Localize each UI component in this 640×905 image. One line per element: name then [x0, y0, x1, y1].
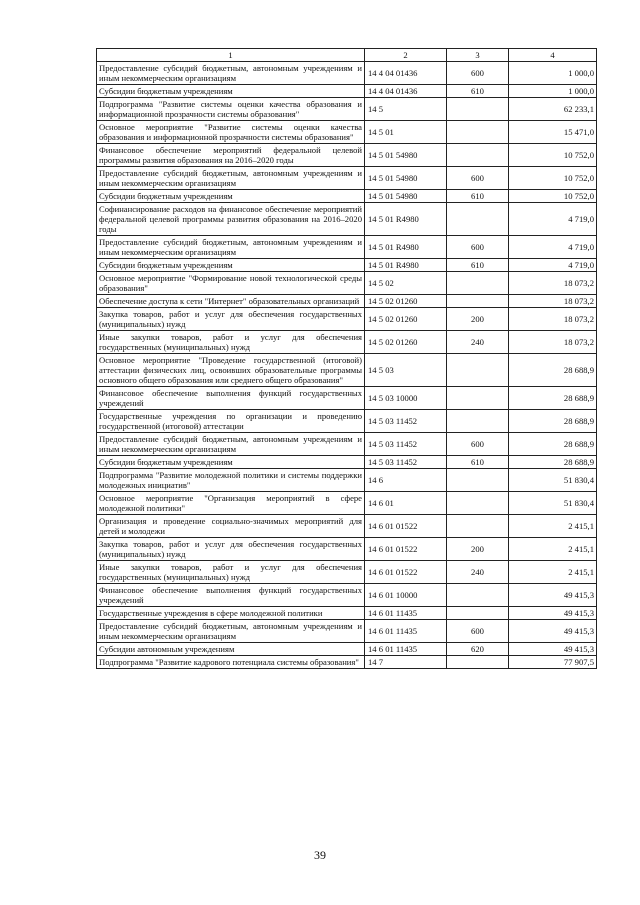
- row-sum-cell: 2 415,1: [509, 561, 597, 584]
- row-sum-cell: 62 233,1: [509, 98, 597, 121]
- row-sum-cell: 1 000,0: [509, 62, 597, 85]
- row-code-cell: 14 5 02 01260: [365, 308, 447, 331]
- row-name-cell: Основное мероприятие "Формирование новой технологической среды образования": [97, 272, 365, 295]
- row-expense-type-cell: [447, 607, 509, 620]
- table-row: [97, 433, 597, 456]
- table-row: [97, 620, 597, 643]
- row-name-cell: Субсидии бюджетным учреждениям: [97, 456, 365, 469]
- row-name-cell: Финансовое обеспечение мероприятий федеральной целевой программы развития образования на 2016–2020 годы: [97, 144, 365, 167]
- row-code-cell: 14 5 01 R4980: [365, 259, 447, 272]
- row-expense-type-cell: [447, 203, 509, 236]
- row-expense-type-cell: [447, 656, 509, 669]
- row-expense-type-cell: [447, 98, 509, 121]
- row-expense-type-cell: 610: [447, 190, 509, 203]
- row-name-cell: Обеспечение доступа к сети "Интернет" образовательных организаций: [97, 295, 365, 308]
- row-name-cell: Государственные учреждения по организации и проведению государственной (итоговой) аттестации: [97, 410, 365, 433]
- row-expense-type-cell: 600: [447, 236, 509, 259]
- row-code-cell: 14 6 01 11435: [365, 607, 447, 620]
- row-name-cell: Субсидии бюджетным учреждениям: [97, 190, 365, 203]
- row-name-cell: Иные закупки товаров, работ и услуг для обеспечения государственных (муниципальных) нужд: [97, 561, 365, 584]
- row-expense-type-cell: [447, 515, 509, 538]
- table-row: [97, 607, 597, 620]
- row-expense-type-cell: [447, 144, 509, 167]
- row-code-cell: 14 5 01 R4980: [365, 203, 447, 236]
- row-sum-cell: 28 688,9: [509, 354, 597, 387]
- table-row: [97, 584, 597, 607]
- table-row: [97, 515, 597, 538]
- header-cell-code: 2: [365, 49, 447, 62]
- row-expense-type-cell: 610: [447, 259, 509, 272]
- row-expense-type-cell: 240: [447, 331, 509, 354]
- page-number: 39: [314, 848, 326, 862]
- row-expense-type-cell: 600: [447, 433, 509, 456]
- row-code-cell: 14 6 01 01522: [365, 515, 447, 538]
- row-expense-type-cell: 200: [447, 308, 509, 331]
- row-expense-type-cell: 600: [447, 167, 509, 190]
- row-sum-cell: 77 907,5: [509, 656, 597, 669]
- row-expense-type-cell: 610: [447, 456, 509, 469]
- row-name-cell: Основное мероприятие "Организация мероприятий в сфере молодежной политики": [97, 492, 365, 515]
- row-sum-cell: 10 752,0: [509, 167, 597, 190]
- row-expense-type-cell: [447, 272, 509, 295]
- row-code-cell: 14 5 01 54980: [365, 144, 447, 167]
- header-cell-name: 1: [97, 49, 365, 62]
- table-row: [97, 203, 597, 236]
- row-sum-cell: 2 415,1: [509, 515, 597, 538]
- row-expense-type-cell: [447, 295, 509, 308]
- row-name-cell: Подпрограмма "Развитие молодежной политики и системы поддержки молодежных инициатив": [97, 469, 365, 492]
- table-header-row: [97, 49, 597, 62]
- row-sum-cell: 28 688,9: [509, 410, 597, 433]
- table-row: [97, 98, 597, 121]
- row-code-cell: 14 5 03 11452: [365, 456, 447, 469]
- row-sum-cell: 4 719,0: [509, 203, 597, 236]
- table-row: [97, 561, 597, 584]
- row-expense-type-cell: 610: [447, 85, 509, 98]
- row-code-cell: 14 6 01: [365, 492, 447, 515]
- row-name-cell: Предоставление субсидий бюджетным, автономным учреждениям и иным некоммерческим организациям: [97, 167, 365, 190]
- row-expense-type-cell: [447, 387, 509, 410]
- row-sum-cell: 4 719,0: [509, 259, 597, 272]
- row-name-cell: Субсидии бюджетным учреждениям: [97, 259, 365, 272]
- table-row: [97, 410, 597, 433]
- row-name-cell: Основное мероприятие "Проведение государственной (итоговой) аттестации физических лиц, освоивших образовательные программы основного общего образования или среднего общего образования": [97, 354, 365, 387]
- table-row: [97, 144, 597, 167]
- row-sum-cell: 51 830,4: [509, 469, 597, 492]
- row-code-cell: 14 5 03 11452: [365, 410, 447, 433]
- row-code-cell: 14 6: [365, 469, 447, 492]
- row-expense-type-cell: [447, 410, 509, 433]
- row-code-cell: 14 4 04 01436: [365, 62, 447, 85]
- row-code-cell: 14 6 01 01522: [365, 538, 447, 561]
- row-sum-cell: 15 471,0: [509, 121, 597, 144]
- row-name-cell: Субсидии автономным учреждениям: [97, 643, 365, 656]
- row-name-cell: Закупка товаров, работ и услуг для обеспечения государственных (муниципальных) нужд: [97, 308, 365, 331]
- row-name-cell: Подпрограмма "Развитие кадрового потенциала системы образования": [97, 656, 365, 669]
- row-name-cell: Субсидии бюджетным учреждениям: [97, 85, 365, 98]
- row-code-cell: 14 5 03 11452: [365, 433, 447, 456]
- row-code-cell: 14 5: [365, 98, 447, 121]
- table-row: [97, 387, 597, 410]
- row-sum-cell: 4 719,0: [509, 236, 597, 259]
- row-code-cell: 14 5 02: [365, 272, 447, 295]
- row-sum-cell: 51 830,4: [509, 492, 597, 515]
- row-name-cell: Предоставление субсидий бюджетным, автономным учреждениям и иным некоммерческим организациям: [97, 236, 365, 259]
- row-code-cell: 14 6 01 11435: [365, 643, 447, 656]
- row-sum-cell: 28 688,9: [509, 433, 597, 456]
- row-code-cell: 14 5 02 01260: [365, 331, 447, 354]
- row-name-cell: Основное мероприятие "Развитие системы оценки качества образования и информационной прозрачности системы образования": [97, 121, 365, 144]
- table-row: [97, 121, 597, 144]
- row-code-cell: 14 5 01 54980: [365, 167, 447, 190]
- row-sum-cell: 49 415,3: [509, 620, 597, 643]
- row-code-cell: 14 5 03: [365, 354, 447, 387]
- table-row: [97, 354, 597, 387]
- table-row: [97, 190, 597, 203]
- row-sum-cell: 10 752,0: [509, 190, 597, 203]
- row-code-cell: 14 5 03 10000: [365, 387, 447, 410]
- row-code-cell: 14 6 01 11435: [365, 620, 447, 643]
- row-sum-cell: 2 415,1: [509, 538, 597, 561]
- table-row: [97, 259, 597, 272]
- row-sum-cell: 10 752,0: [509, 144, 597, 167]
- table-row: [97, 492, 597, 515]
- row-expense-type-cell: 200: [447, 538, 509, 561]
- row-name-cell: Иные закупки товаров, работ и услуг для обеспечения государственных (муниципальных) нужд: [97, 331, 365, 354]
- header-cell-sum: 4: [509, 49, 597, 62]
- row-sum-cell: 18 073,2: [509, 295, 597, 308]
- row-sum-cell: 1 000,0: [509, 85, 597, 98]
- table-row: [97, 295, 597, 308]
- table-row: [97, 643, 597, 656]
- row-sum-cell: 49 415,3: [509, 584, 597, 607]
- row-sum-cell: 28 688,9: [509, 456, 597, 469]
- row-name-cell: Предоставление субсидий бюджетным, автономным учреждениям и иным некоммерческим организациям: [97, 433, 365, 456]
- row-sum-cell: 49 415,3: [509, 607, 597, 620]
- table-row: [97, 167, 597, 190]
- row-name-cell: Подпрограмма "Развитие системы оценки качества образования и информационной прозрачности системы образования": [97, 98, 365, 121]
- row-expense-type-cell: [447, 492, 509, 515]
- row-name-cell: Финансовое обеспечение выполнения функций государственных учреждений: [97, 387, 365, 410]
- row-expense-type-cell: 620: [447, 643, 509, 656]
- row-name-cell: Предоставление субсидий бюджетным, автономным учреждениям и иным некоммерческим организациям: [97, 62, 365, 85]
- row-expense-type-cell: [447, 469, 509, 492]
- table-row: [97, 456, 597, 469]
- table-row: [97, 331, 597, 354]
- row-sum-cell: 18 073,2: [509, 308, 597, 331]
- row-sum-cell: 28 688,9: [509, 387, 597, 410]
- row-code-cell: 14 5 02 01260: [365, 295, 447, 308]
- row-name-cell: Государственные учреждения в сфере молодежной политики: [97, 607, 365, 620]
- row-expense-type-cell: [447, 354, 509, 387]
- table-row: [97, 308, 597, 331]
- row-code-cell: 14 5 01 54980: [365, 190, 447, 203]
- row-code-cell: 14 5 01: [365, 121, 447, 144]
- row-expense-type-cell: 600: [447, 62, 509, 85]
- row-name-cell: Закупка товаров, работ и услуг для обеспечения государственных (муниципальных) нужд: [97, 538, 365, 561]
- row-sum-cell: 49 415,3: [509, 643, 597, 656]
- budget-table: [96, 48, 597, 669]
- table-row: [97, 272, 597, 295]
- row-code-cell: 14 5 01 R4980: [365, 236, 447, 259]
- header-cell-vr: 3: [447, 49, 509, 62]
- row-name-cell: Финансовое обеспечение выполнения функций государственных учреждений: [97, 584, 365, 607]
- row-expense-type-cell: [447, 121, 509, 144]
- table-row: [97, 62, 597, 85]
- table-row: [97, 85, 597, 98]
- row-sum-cell: 18 073,2: [509, 272, 597, 295]
- row-sum-cell: 18 073,2: [509, 331, 597, 354]
- row-code-cell: 14 4 04 01436: [365, 85, 447, 98]
- row-expense-type-cell: [447, 584, 509, 607]
- row-name-cell: Организация и проведение социально-значимых мероприятий для детей и молодежи: [97, 515, 365, 538]
- table-row: [97, 656, 597, 669]
- row-code-cell: 14 6 01 10000: [365, 584, 447, 607]
- row-name-cell: Софинансирование расходов на финансовое обеспечение мероприятий федеральной целевой программы развития образования на 2016–2020 годы: [97, 203, 365, 236]
- table-row: [97, 538, 597, 561]
- row-name-cell: Предоставление субсидий бюджетным, автономным учреждениям и иным некоммерческим организациям: [97, 620, 365, 643]
- row-code-cell: 14 6 01 01522: [365, 561, 447, 584]
- table-row: [97, 469, 597, 492]
- row-expense-type-cell: 240: [447, 561, 509, 584]
- table-row: [97, 236, 597, 259]
- row-expense-type-cell: 600: [447, 620, 509, 643]
- row-code-cell: 14 7: [365, 656, 447, 669]
